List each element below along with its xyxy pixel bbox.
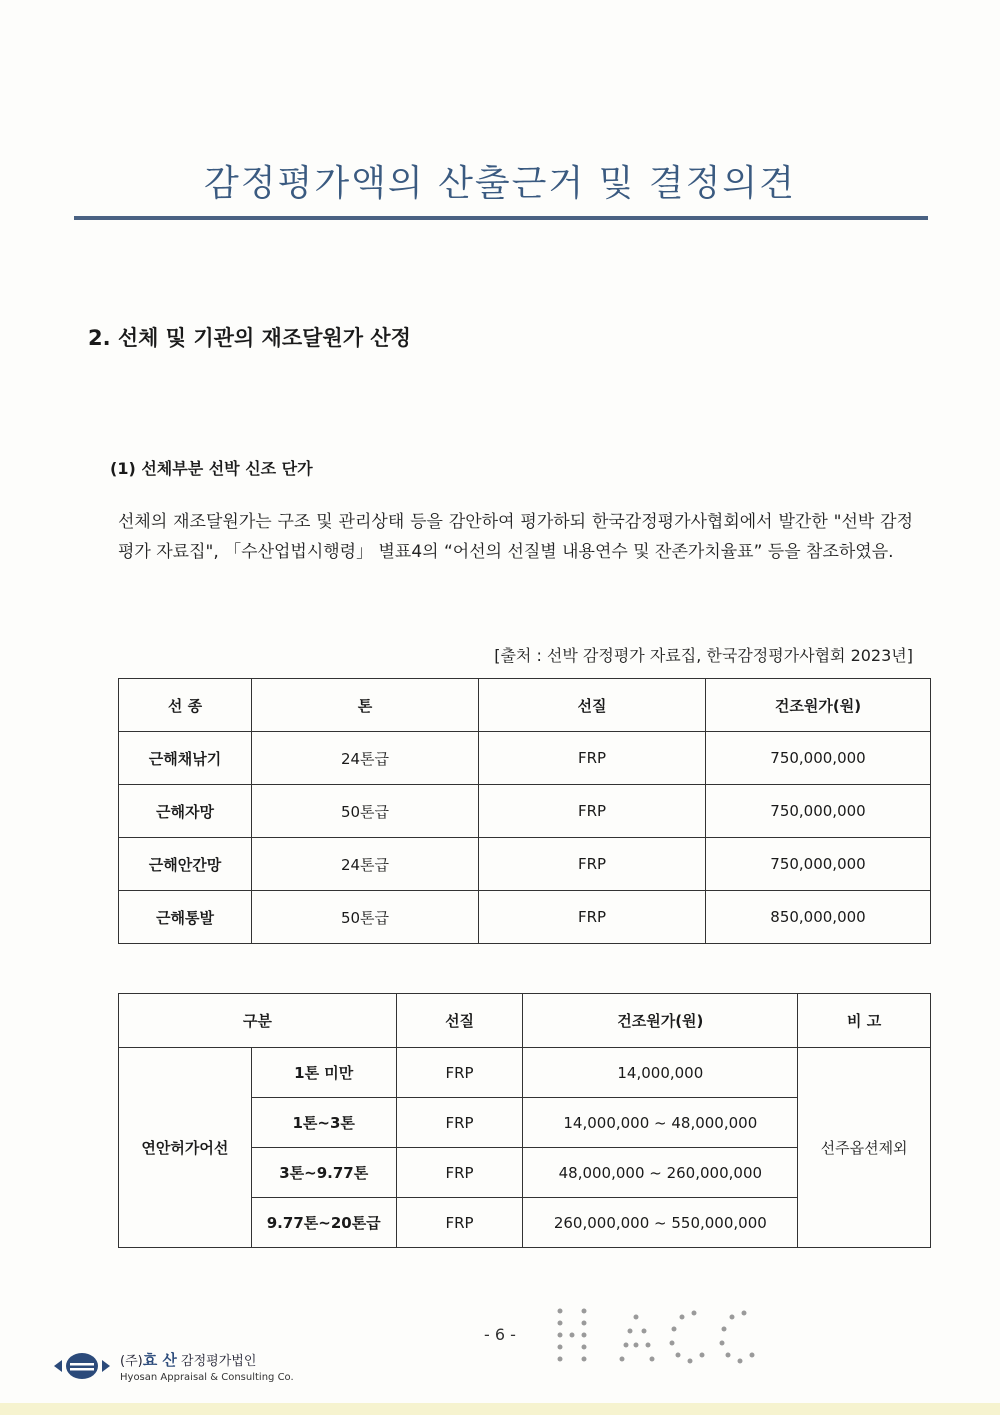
cell-cost: 750,000,000 [706, 732, 931, 785]
cell-material: FRP [396, 1148, 523, 1198]
cell-cost: 750,000,000 [706, 785, 931, 838]
company-name-line [120, 1349, 294, 1370]
cell-group-label: 연안허가어선 [119, 1048, 252, 1248]
company-prefix: (주) [120, 1354, 143, 1369]
table-row [119, 732, 931, 785]
cell-material: FRP [396, 1048, 523, 1098]
hacc-dot-logo-icon [552, 1305, 762, 1370]
title-divider [74, 216, 928, 220]
cell-material: FRP [479, 785, 706, 838]
header-tonnage: 톤 [252, 679, 479, 732]
hyosan-logo-icon [52, 1351, 112, 1381]
cell-cost: 260,000,000 ~ 550,000,000 [523, 1198, 798, 1248]
cell-ship-type: 근해통발 [119, 891, 252, 944]
cell-size-range: 3톤~9.77톤 [251, 1148, 396, 1198]
body-paragraph: 선체의 재조달원가는 구조 및 관리상태 등을 감안하여 평가하되 한국감정평가사협회에서 발간한 "선박 감정평가 자료집", 「수산업법시행령」 별표4의 “어선의 선질별 내용연수 및 잔존가치율표” 등을 참조하였음. [118, 512, 913, 562]
header-material: 선질 [479, 679, 706, 732]
cell-tonnage: 24톤급 [252, 838, 479, 891]
cell-size-range: 1톤~3톤 [251, 1098, 396, 1148]
cell-cost: 750,000,000 [706, 838, 931, 891]
company-logo [52, 1346, 294, 1386]
page-bottom-band [0, 1403, 1000, 1415]
table-row [119, 838, 931, 891]
cell-remark: 선주옵션제외 [798, 1048, 931, 1248]
header-remark: 비 고 [798, 994, 931, 1048]
header-material: 선질 [396, 994, 523, 1048]
table-row [119, 891, 931, 944]
cell-cost: 48,000,000 ~ 260,000,000 [523, 1148, 798, 1198]
coastal-vessel-cost-table [118, 993, 931, 1248]
sub-heading: (1) 선체부분 선박 신조 단가 [110, 459, 313, 478]
cell-material: FRP [396, 1198, 523, 1248]
cell-ship-type: 근해채낚기 [119, 732, 252, 785]
page-number: - 6 - [484, 1325, 516, 1344]
header-cost: 건조원가(원) [523, 994, 798, 1048]
header-ship-type: 선 종 [119, 679, 252, 732]
cell-material: FRP [479, 891, 706, 944]
cell-material: FRP [479, 732, 706, 785]
table-row [119, 1048, 931, 1098]
cell-size-range: 9.77톤~20톤급 [251, 1198, 396, 1248]
cell-tonnage: 50톤급 [252, 785, 479, 838]
cell-ship-type: 근해안간망 [119, 838, 252, 891]
company-type: 감정평가법인 [181, 1354, 257, 1369]
company-english-name: Hyosan Appraisal & Consulting Co. [120, 1372, 294, 1383]
table-header-row [119, 994, 931, 1048]
cell-cost: 14,000,000 [523, 1048, 798, 1098]
cell-tonnage: 24톤급 [252, 732, 479, 785]
cell-cost: 14,000,000 ~ 48,000,000 [523, 1098, 798, 1148]
cell-cost: 850,000,000 [706, 891, 931, 944]
header-category: 구분 [119, 994, 397, 1048]
cell-size-range: 1톤 미만 [251, 1048, 396, 1098]
page-title: 감정평가액의 산출근거 및 결정의견 [204, 163, 796, 204]
source-note: [출처 : 선박 감정평가 자료집, 한국감정평가사협회 2023년] [494, 646, 913, 665]
table-header-row [119, 679, 931, 732]
table-row [119, 785, 931, 838]
cell-material: FRP [396, 1098, 523, 1148]
company-name: 효 산 [142, 1351, 177, 1369]
cell-material: FRP [479, 838, 706, 891]
cell-tonnage: 50톤급 [252, 891, 479, 944]
ship-cost-table [118, 678, 931, 944]
header-cost: 건조원가(원) [706, 679, 931, 732]
cell-ship-type: 근해자망 [119, 785, 252, 838]
section-heading: 2. 선체 및 기관의 재조달원가 산정 [88, 326, 411, 350]
